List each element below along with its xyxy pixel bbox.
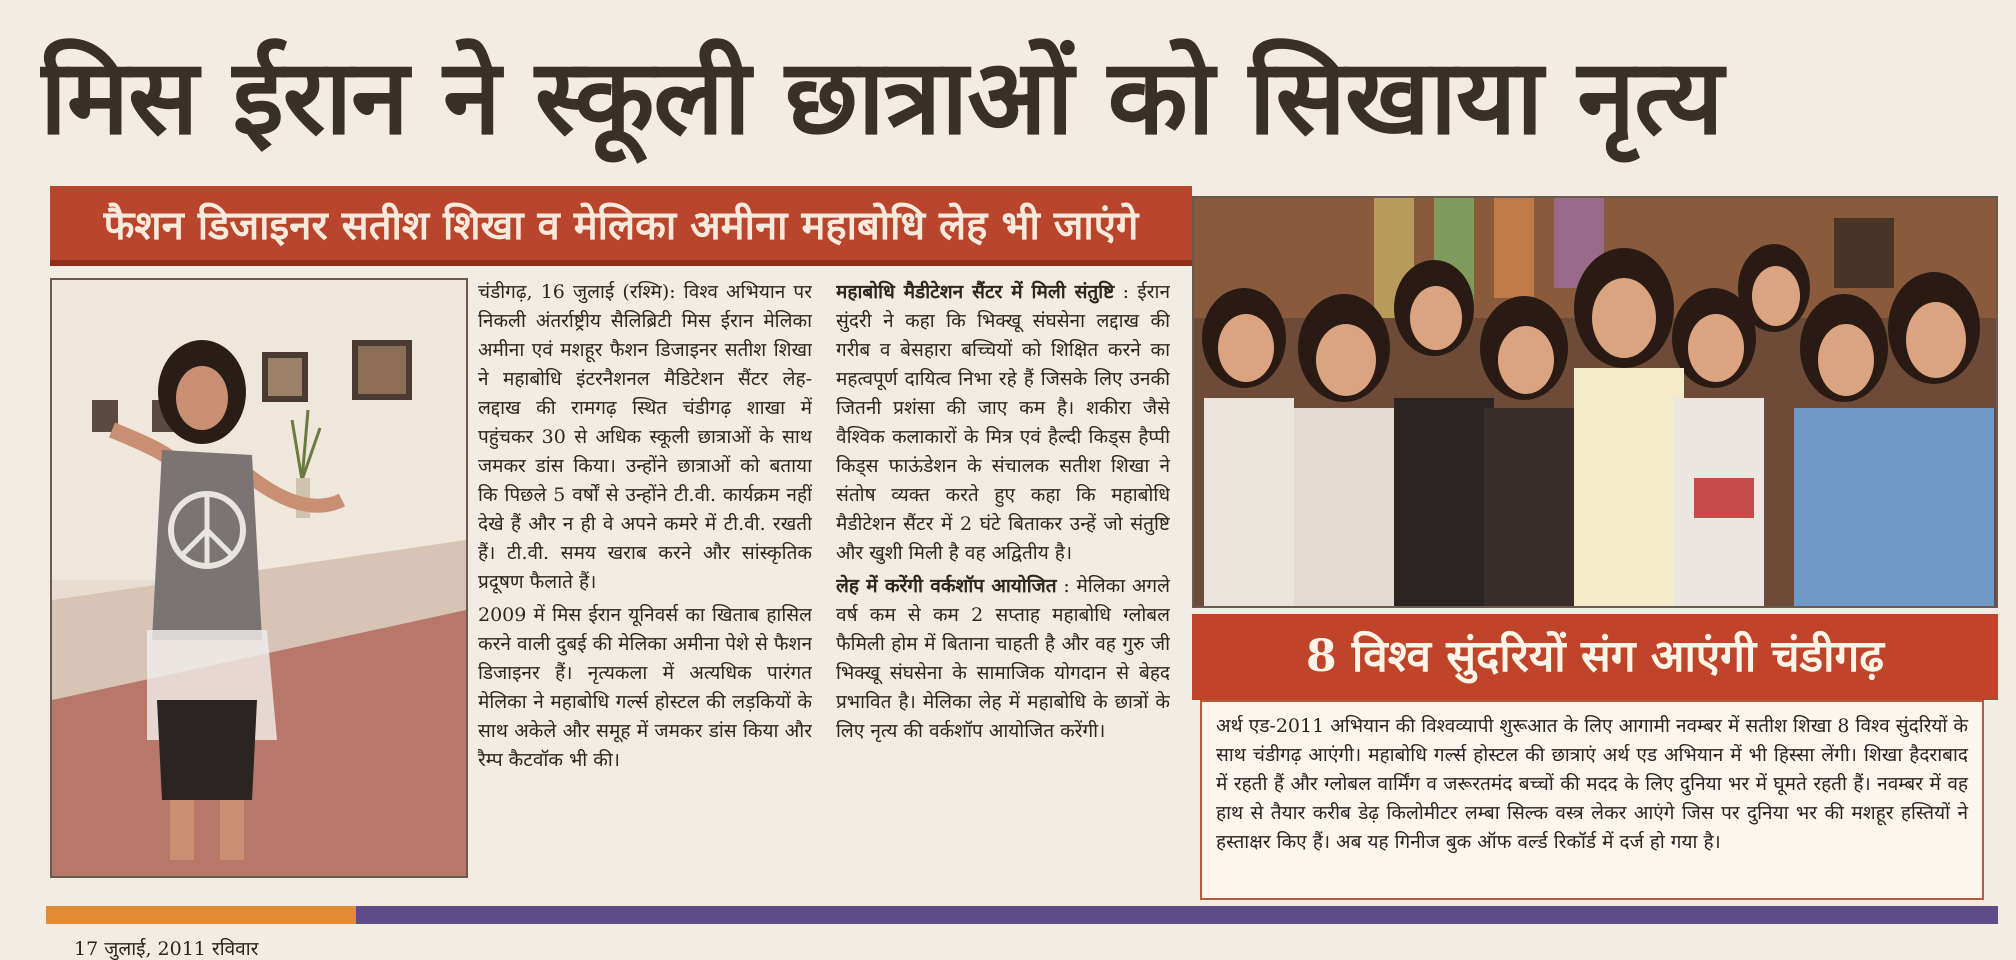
- footer-rule-purple: [356, 906, 1998, 924]
- col2-paragraph-2: [836, 572, 1170, 746]
- col2-body-2: : मेलिका अगले वर्ष कम से कम 2 सप्ताह महाबोधि ग्लोबल फैमिली होम में बिताना चाहती है और वह गुरु जी भिक्खू संघसेना के सामाजिक योगदान से बेहद प्रभावित है। मेलिका लेह में महाबोधि के छात्रों के लिए नृत्य की वर्कशॉप आयोजित करेंगी।: [836, 575, 1170, 742]
- group-photo: [1192, 196, 1998, 608]
- headline: मिस ईरान ने स्कूली छात्राओं को सिखाया नृत्य: [40, 35, 1723, 158]
- dancer-photo: [50, 278, 468, 878]
- col2-subheading-2: लेह में करेंगी वर्कशॉप आयोजित: [836, 575, 1057, 597]
- col1-paragraph-1: चंडीगढ़, 16 जुलाई (रश्मि): विश्व अभियान पर निकली अंतर्राष्ट्रीय सैलिब्रिटी मिस ईरान मेलिका अमीना एवं मशहूर फैशन डिजाइनर सतीश शिखा ने महाबोधि इंटरनैशनल मैडिटेशन सैंटर लेह-लद्दाख की रामगढ़ स्थित चंडीगढ़ शाखा में पहुंचकर 30 से अधिक स्कूली छात्राओं के साथ जमकर डांस किया। उन्होंने छात्राओं को बताया कि पिछले 5 वर्षों से उन्होंने टी.वी. कार्यक्रम नहीं देखे हैं और न ही वे अपने कमरे में टी.वी. रखती हैं। टी.वी. समय खराब करने और सांस्कृतिक प्रदूषण फैलाते हैं।: [478, 281, 812, 593]
- subheadline-banner: फैशन डिजाइनर सतीश शिखा व मेलिका अमीना महाबोधि लेह भी जाएंगे: [50, 186, 1192, 266]
- article-column-2: [836, 278, 1170, 888]
- col1-paragraph-2: 2009 में मिस ईरान यूनिवर्स का खिताब हासिल करने वाली दुबई की मेलिका अमीना पेशे से फैशन डिजाइनर हैं। नृत्यकला में अत्यधिक पारंगत मेलिका ने महाबोधि गर्ल्स होस्टल की लड़कियों के साथ अकेले और समूह में जमकर डांस किया और रैम्प कैटवॉक भी की।: [478, 604, 812, 771]
- sidebar-body: अर्थ एड-2011 अभियान की विश्वव्यापी शुरूआत के लिए आगामी नवम्बर में सतीश शिखा 8 विश्व सुंदरियों के साथ चंडीगढ़ आएंगी। महाबोधि गर्ल्स होस्टल की छात्राएं अर्थ एड अभियान में भी हिस्सा लेंगी। शिखा हैदराबाद में रहती हैं और ग्लोबल वार्मिंग व जरूरतमंद बच्चों की मदद के लिए दुनिया भर में घूमते रहती हैं। नवम्बर में वह हाथ से तैयार करीब डेढ़ किलोमीटर लम्बा सिल्क वस्त्र लेकर आएंगे जिस पर दुनिया भर की मशहूर हस्तियों ने हस्ताक्षर किए हैं। अब यह गिनीज बुक ऑफ वर्ल्ड रिकॉर्ड में दर्ज हो गया है।: [1216, 715, 1968, 853]
- sidebar-box: [1200, 700, 1984, 900]
- footer-dateline: 17 जुलाई, 2011 रविवार: [74, 938, 259, 960]
- col2-subheading-1: महाबोधि मैडीटेशन सैंटर में मिली संतुष्टि: [836, 281, 1115, 303]
- footer-rule-orange: [46, 906, 356, 924]
- col2-body-1: : ईरान सुंदरी ने कहा कि भिक्खू संघसेना लद्दाख की गरीब व बेसहारा बच्चियों को शिक्षित करने का महत्वपूर्ण दायित्व निभा रहे हैं जिसके लिए उनकी जितनी प्रशंसा की जाए कम है। शकीरा जैसे वैश्विक कलाकारों के मित्र एवं हैल्दी किड्स हैप्पी किड्स फाऊंडेशन के संचालक सतीश शिखा ने संतोष व्यक्त करते हुए कहा कि महाबोधि मैडीटेशन सैंटर में 2 घंटे बिताकर उन्हें जो संतुष्टि और खुशी मिली है वह अद्वितीय है।: [836, 281, 1170, 564]
- article-column-1: [478, 278, 812, 888]
- sidebar-title: 8 विश्व सुंदरियों संग आएंगी चंडीगढ़: [1192, 614, 1998, 700]
- col2-paragraph-1: [836, 278, 1170, 568]
